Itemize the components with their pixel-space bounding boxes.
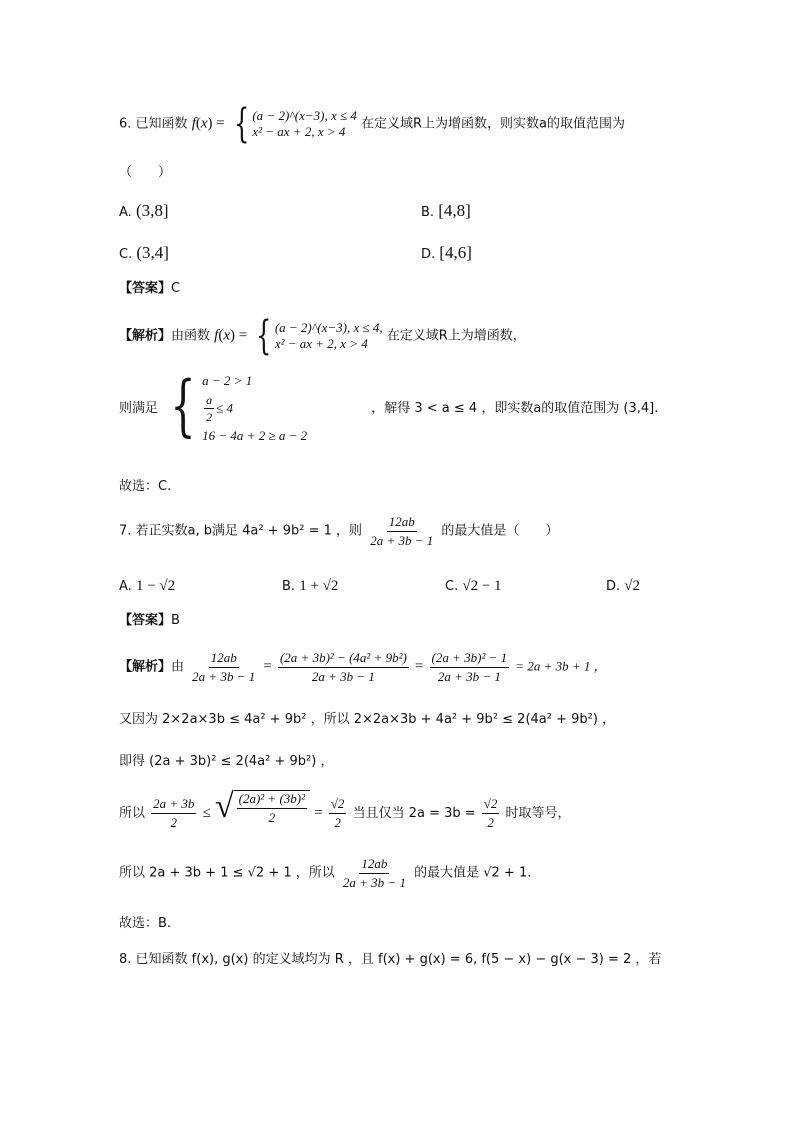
q7-analysis-step5: 所以 2a + 3b + 1 ≤ √2 + 1 ，所以 $\frac{12ab}{2a + 3b - 1}$ 的最大值是 √2 + 1.: [119, 856, 532, 890]
q6-option-d: D. [4,6]: [421, 243, 472, 262]
q7-analysis-step4: 所以 $\frac{2a + 3b}{2}$ ≤ √ $\frac{\text{(2a)² + (3b)²}}{2}$ = $\frac{√2}{2}$ 当且仅当 2a = 3b = $\frac{√2}{2}$ 时取等号，: [119, 788, 571, 830]
q7-choose: 故选：B.: [119, 916, 172, 931]
q7-analysis-step1: 【解析】由 $\frac{12ab}{2a + 3b - 1}$ = $\frac{\text{(2a + 3b)² − (4a² + 9b²)}}{2a + 3b - 1}$ = $\frac{\text{(2a + 3b)² − 1}}{2a + 3b - 1}$ = 2a + 3b + 1 ，: [119, 650, 607, 684]
sqrt-radical: √ $\frac{\text{(2a)² + (3b)²}}{2}$: [215, 790, 310, 825]
q7-option-a: A. 1 − √2: [119, 578, 176, 594]
q7-analysis-step2: 又因为 2×2a×3b ≤ 4a² + 9b² ，所以 2×2a×3b + 4a² + 9b² ≤ 2(4a² + 9b²) ，: [119, 712, 616, 727]
q7-stem: 7. 若正实数a, b满足 4a² + 9b² = 1 ，则 $\frac{12ab}{2a + 3b - 1}$ 的最大值是（ ）: [119, 514, 559, 548]
q6-choose: 故选：C.: [119, 479, 172, 494]
q7-option-c: C. √2 − 1: [445, 578, 502, 594]
q6-answer: 【答案】C: [119, 281, 181, 296]
q6-stem: 6. 已知函数 f(x) = { (a − 2)^(x−3), x ≤ 4 x² − ax + 2, x > 4 在定义域R上为增函数，则实数a的取值范围为: [119, 101, 626, 147]
q6-piecewise: { (a − 2)^(x−3), x ≤ 4 x² − ax + 2, x > 4: [233, 101, 357, 147]
q6-option-c: C. (3,4]: [119, 243, 169, 262]
q7-option-d: D. √2: [606, 578, 641, 594]
q6-condition-system: 则满足 { a − 2 > 1 $\frac{a}{2}$ ≤ 4 16 − 4a + 2 ≥ a − 2 ，解得 3 < a ≤ 4 ，即实数a的取值范围为 (3,4].: [119, 367, 659, 444]
q6-option-a: A. (3,8]: [119, 201, 169, 220]
q7-analysis-step3: 即得 (2a + 3b)² ≤ 2(4a² + 9b²) ，: [119, 754, 334, 769]
q7-answer: 【答案】B: [119, 613, 180, 628]
q6-option-b: B. [4,8]: [421, 201, 471, 220]
q7-option-b: B. 1 + √2: [282, 578, 339, 594]
fx-symbol: f: [191, 115, 196, 132]
q6-paren: （ ）: [119, 165, 172, 180]
q8-stem: 8. 已知函数 f(x), g(x) 的定义域均为 R ，且 f(x) + g(x) = 6, f(5 − x) − g(x − 3) = 2 ，若: [119, 952, 662, 967]
q6-analysis-piecewise: { (a − 2)^(x−3), x ≤ 4, x² − ax + 2, x > 4: [256, 313, 383, 359]
q6-analysis: 【解析】由函数 f(x) = { (a − 2)^(x−3), x ≤ 4, x² − ax + 2, x > 4 在定义域R上为增函数，: [119, 313, 526, 359]
